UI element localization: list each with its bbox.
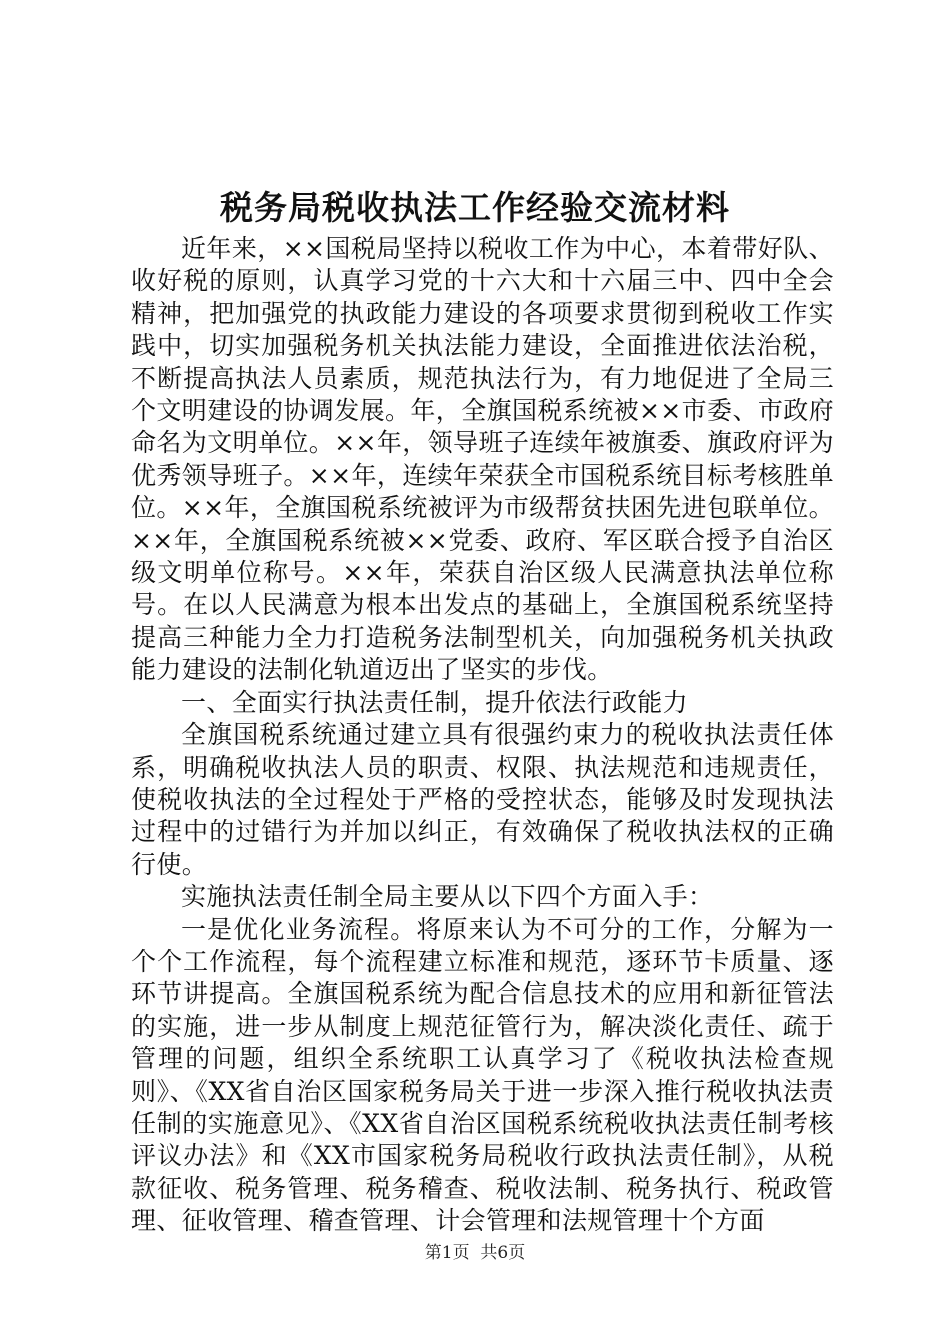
footer-spacer xyxy=(470,1243,481,1263)
section-heading-1: 一、全面实行执法责任制，提升依法行政能力 xyxy=(181,687,689,717)
page-total: 共6页 xyxy=(480,1243,526,1263)
document-body xyxy=(131,233,834,1238)
paragraph-four-aspects: 实施执法责任制全局主要从以下四个方面入手： xyxy=(181,882,714,912)
document-title: 税务局税收执法工作经验交流材料 xyxy=(220,188,730,227)
paragraph-responsibility-system: 全旗国税系统通过建立具有很强约束力的税收执法责任体系，明确税收执法人员的职责、权限、执法规范和违规责任，使税收执法的全过程处于严格的受控状态，能够及时发现执法过程中的过错行为并加以纠正，有效确保了税收执法权的正确行使。 xyxy=(131,720,834,879)
paragraph-optimize-process: 一是优化业务流程。将原来认为不可分的工作，分解为一个个工作流程，每个流程建立标准和规范，逐环节卡质量、逐环节讲提高。全旗国税系统为配合信息技术的应用和新征管法的实施，进一步从制度上规范征管行为，解决淡化责任、疏于管理的问题，组织全系统职工认真学习了《税收执法检查规则》、《XX省自治区国家税务局关于进一步深入推行税收执法责任制的实施意见》、《XX省自治区国税系统税收执法责任制考核评议办法》和《XX市国家税务局税收行政执法责任制》，从税款征收、税务管理、税务稽查、税收法制、税务执行、税政管理、征收管理、稽查管理、计会管理和法规管理十个方面 xyxy=(131,914,834,1236)
page-number: 第1页 xyxy=(424,1243,470,1263)
page-footer xyxy=(0,1241,950,1265)
paragraph-intro: 近年来，××国税局坚持以税收工作为中心，本着带好队、收好税的原则，认真学习党的十六大和十六届三中、四中全会精神，把加强党的执政能力建设的各项要求贯彻到税收工作实践中，切实加强税务机关执法能力建设，全面推进依法治税，不断提高执法人员素质，规范执法行为，有力地促进了全局三个文明建设的协调发展。年，全旗国税系统被××市委、市政府命名为文明单位。××年，领导班子连续年被旗委、旗政府评为优秀领导班子。××年，连续年荣获全市国税系统目标考核胜单位。××年，全旗国税系统被评为市级帮贫扶困先进包联单位。××年，全旗国税系统被××党委、政府、军区联合授予自治区级文明单位称号。××年，荣获自治区级人民满意执法单位称号。在以人民满意为根本出发点的基础上，全旗国税系统坚持提高三种能力全力打造税务法制型机关，向加强税务机关执政能力建设的法制化轨道迈出了坚实的步伐。 xyxy=(131,234,834,685)
